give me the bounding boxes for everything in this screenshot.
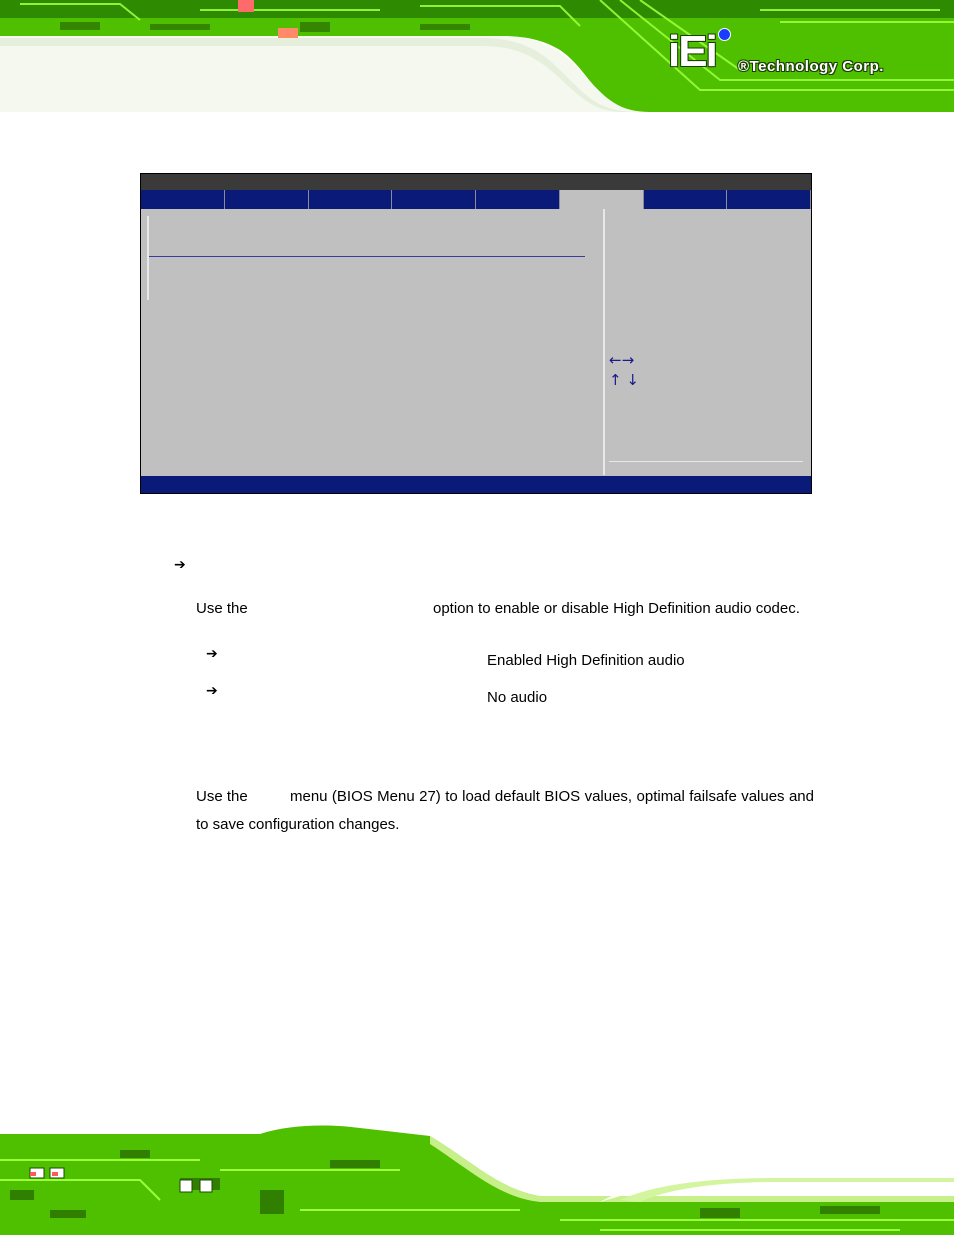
pcb-footer-graphic bbox=[0, 1120, 954, 1235]
logo-company-name: ®Technology Corp. bbox=[738, 58, 884, 75]
bios-tab bbox=[392, 190, 476, 209]
exit-menu-paragraph: menu (BIOS Menu 27) to load default BIOS values, optimal failsafe values and to save configuration changes. bbox=[196, 788, 814, 833]
section-bullet-arrow-icon: ➔ bbox=[174, 557, 186, 573]
bios-menu-screenshot bbox=[140, 173, 812, 494]
bios-footer-bar bbox=[141, 476, 811, 493]
bios-help-separator bbox=[609, 461, 803, 462]
bios-tab bbox=[644, 190, 728, 209]
bios-settings-pane bbox=[147, 216, 599, 456]
bios-tab bbox=[141, 190, 225, 209]
bios-help-left-right: ←→ bbox=[609, 351, 635, 369]
bios-tab bbox=[309, 190, 393, 209]
bios-tab-bar bbox=[141, 190, 811, 209]
exit-intro-prefix: Use the bbox=[196, 788, 248, 805]
bios-help-pane bbox=[609, 350, 639, 390]
option-enabled-description: Enabled High Definition audio bbox=[487, 652, 685, 669]
bios-tab bbox=[225, 190, 309, 209]
bios-tab bbox=[476, 190, 560, 209]
option-disabled-description: No audio bbox=[487, 689, 548, 706]
company-logo bbox=[668, 28, 938, 78]
logo-iei-text: iEi bbox=[668, 27, 716, 76]
bios-pane-divider bbox=[603, 209, 605, 475]
footer-banner bbox=[0, 1120, 954, 1235]
option-bullet-arrow-icon: ➔ bbox=[206, 646, 218, 662]
bios-pane-edge bbox=[147, 216, 149, 300]
option-intro-prefix: Use the bbox=[196, 600, 248, 617]
option-intro-suffix: option to enable or disable High Definition audio codec. bbox=[433, 600, 800, 617]
bios-title-bar bbox=[141, 174, 811, 190]
bios-tab bbox=[727, 190, 811, 209]
bios-tab-active bbox=[560, 190, 644, 209]
option-bullet-arrow-icon: ➔ bbox=[206, 683, 218, 699]
logo-dot bbox=[718, 28, 731, 41]
bios-section-underline bbox=[149, 256, 585, 257]
bios-help-up-down: ↑ ↓ bbox=[609, 371, 639, 389]
